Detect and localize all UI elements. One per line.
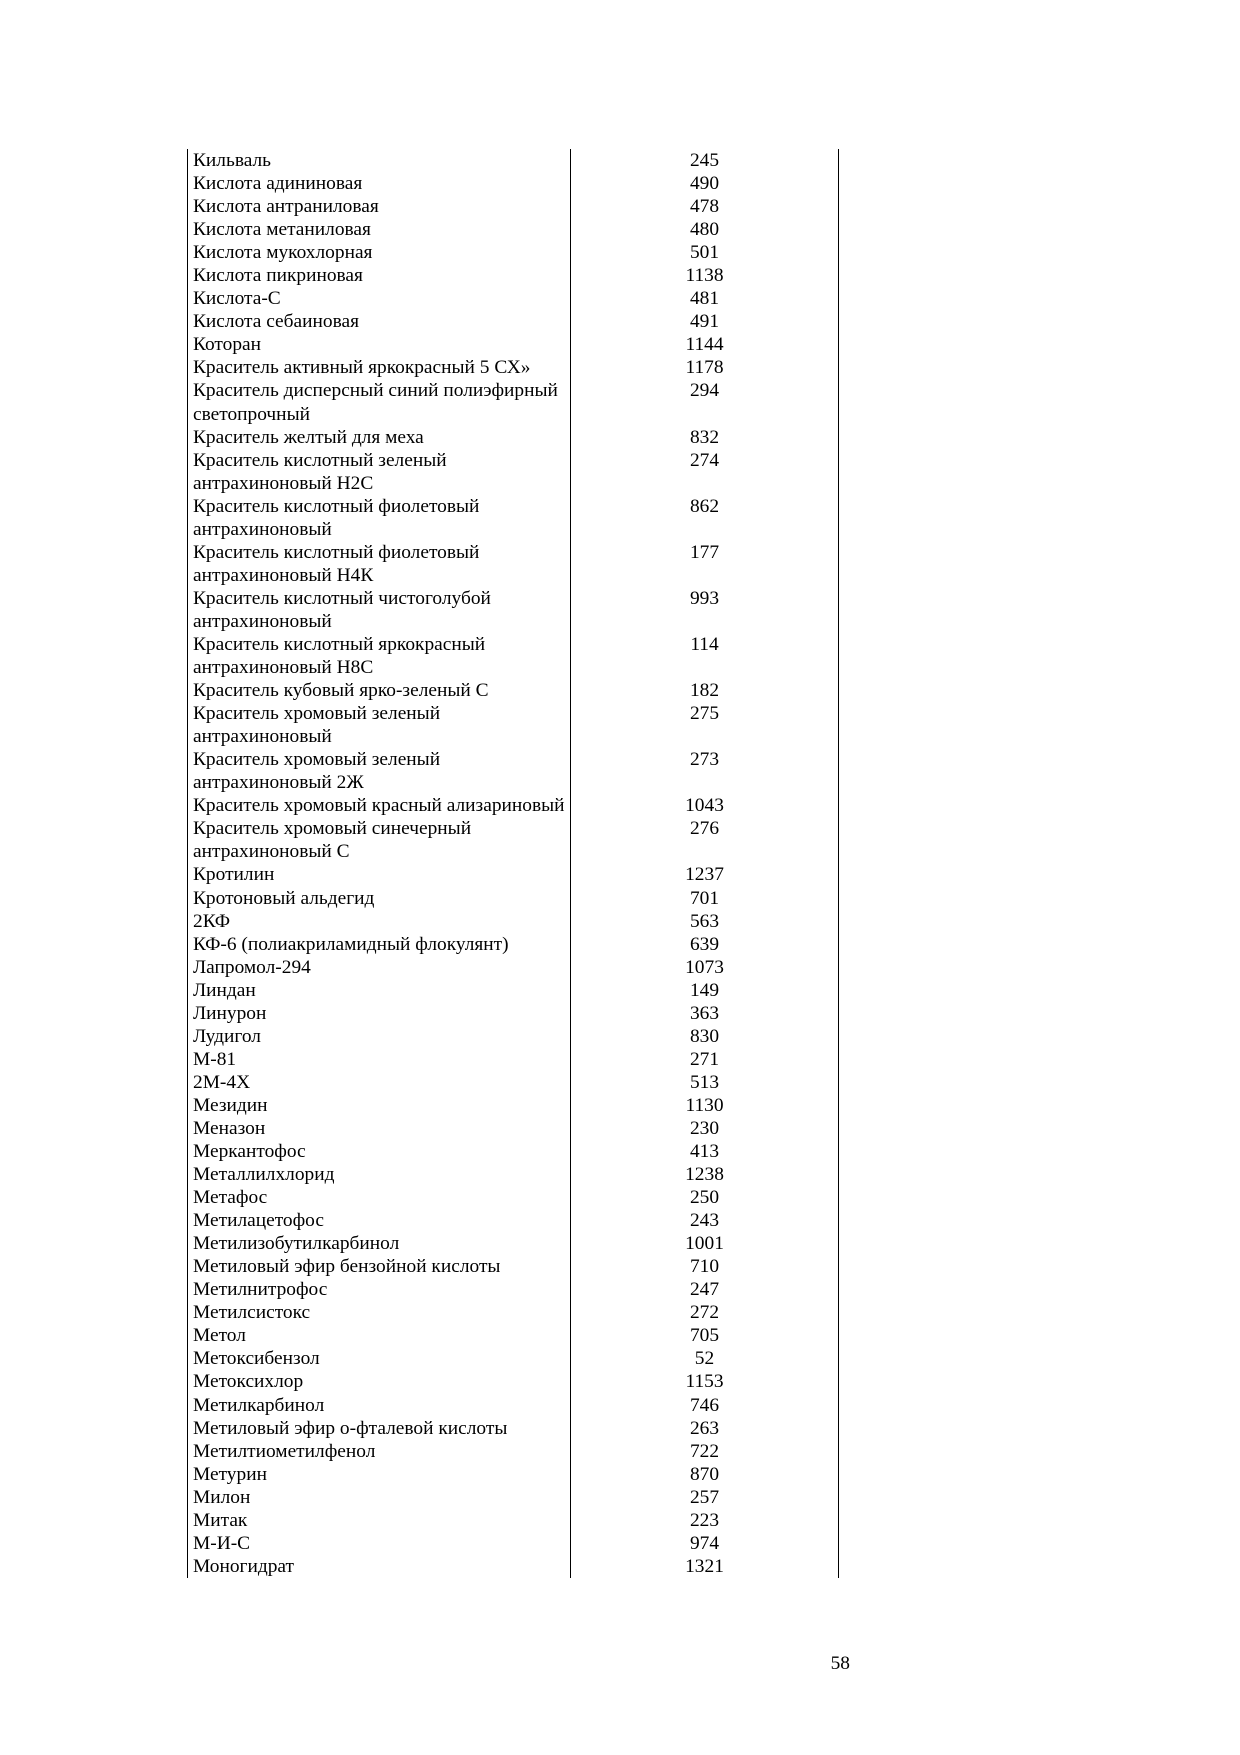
- table-row: [188, 379, 838, 425]
- entry-page: 480: [689, 219, 720, 241]
- page-number: 58: [830, 1653, 850, 1674]
- entry-name: Меназон: [188, 1117, 571, 1140]
- entry-page: 245: [689, 150, 720, 171]
- table-row: [188, 1555, 838, 1578]
- table-row: [188, 1163, 838, 1186]
- table-row: [188, 1509, 838, 1532]
- entry-page: 294: [689, 380, 720, 402]
- table-row: [188, 1324, 838, 1347]
- table-row: [188, 1463, 838, 1486]
- entry-name: Метиловый эфир бензойной кислоты: [188, 1255, 571, 1278]
- table-row: [188, 1025, 838, 1048]
- entry-page: 271: [689, 1048, 720, 1070]
- table-row: [188, 979, 838, 1002]
- entry-page: 1001: [685, 1233, 724, 1255]
- entry-page: 114: [690, 633, 719, 655]
- table-row: [188, 1140, 838, 1163]
- entry-page: 1138: [685, 265, 724, 287]
- entry-page: 257: [689, 1486, 720, 1508]
- entry-name: Краситель хромовый красный ализариновый: [188, 794, 571, 817]
- entry-name: 2КФ: [188, 910, 571, 933]
- entry-name: Метилизобутилкарбинол: [188, 1232, 571, 1255]
- table-row: [188, 1209, 838, 1232]
- entry-page: 993: [689, 587, 720, 609]
- entry-page: 830: [689, 1025, 720, 1047]
- entry-page: 501: [689, 242, 720, 264]
- entry-name: Краситель кислотный чистоголубой антрахиноновый: [188, 587, 571, 633]
- table-row: [188, 748, 838, 794]
- table-row: [188, 172, 838, 195]
- table-row: [188, 702, 838, 748]
- entry-page: 974: [689, 1532, 720, 1554]
- entry-name: Метурин: [188, 1463, 571, 1486]
- table-row: [188, 195, 838, 218]
- entry-name: Меркантофос: [188, 1140, 571, 1163]
- entry-page: 862: [689, 495, 720, 517]
- entry-name: Краситель активный яркокрасный 5 СХ»: [188, 356, 571, 379]
- entry-name: КФ-6 (полиакриламидный флокулянт): [188, 933, 571, 956]
- entry-name: Линурон: [188, 1002, 571, 1025]
- entry-page: 639: [689, 933, 720, 955]
- entry-name: Краситель кислотный яркокрасный антрахиноновый Н8С: [188, 633, 571, 679]
- entry-page: 52: [694, 1348, 715, 1370]
- entry-page: 710: [689, 1256, 720, 1278]
- entry-page: 1178: [685, 357, 724, 379]
- entry-page: 182: [689, 680, 720, 702]
- entry-page: 490: [689, 173, 720, 195]
- entry-name: Кротоновый альдегид: [188, 887, 571, 910]
- entry-name: Краситель хромовый зеленый антрахиноновый 2Ж: [188, 748, 571, 794]
- entry-name: Кислота пикриновая: [188, 264, 571, 287]
- entry-page: 746: [689, 1394, 720, 1416]
- entry-page: 1130: [685, 1094, 724, 1116]
- entry-name: Кильваль: [188, 149, 571, 172]
- table-row: [188, 933, 838, 956]
- entry-page: 273: [689, 749, 720, 771]
- table-row: [188, 1094, 838, 1117]
- entry-name: М-81: [188, 1048, 571, 1071]
- entry-name: Метилнитрофос: [188, 1278, 571, 1301]
- table-row: [188, 1301, 838, 1324]
- table-row: [188, 1532, 838, 1555]
- table-row: [188, 541, 838, 587]
- entry-page: 870: [689, 1463, 720, 1485]
- entry-page: 223: [689, 1509, 720, 1531]
- entry-name: Металлилхлорид: [188, 1163, 571, 1186]
- table-row: [188, 587, 838, 633]
- entry-page: 275: [689, 703, 720, 725]
- table-row: [188, 287, 838, 310]
- entry-name: Краситель желтый для меха: [188, 426, 571, 449]
- entry-page: 1237: [685, 864, 724, 886]
- table-row: [188, 241, 838, 264]
- entry-page: 263: [689, 1417, 720, 1439]
- entry-name: Моногидрат: [188, 1555, 571, 1578]
- entry-name: Метилкарбинол: [188, 1394, 571, 1417]
- entry-page: 705: [689, 1325, 720, 1347]
- table-row: [188, 1255, 838, 1278]
- entry-name: Краситель дисперсный синий полиэфирный светопрочный: [188, 379, 571, 425]
- table-row: [188, 495, 838, 541]
- table-row: [188, 1071, 838, 1094]
- entry-name: Лапромол-294: [188, 956, 571, 979]
- entry-name: Мезидин: [188, 1094, 571, 1117]
- table-row: [188, 817, 838, 863]
- entry-name: Метафос: [188, 1186, 571, 1209]
- entry-page: 250: [689, 1187, 720, 1209]
- entry-name: Краситель кислотный фиолетовый антрахиноновый: [188, 495, 571, 541]
- entry-name: Метилацетофос: [188, 1209, 571, 1232]
- table-row: [188, 1394, 838, 1417]
- table-row: [188, 1117, 838, 1140]
- entry-page: 272: [689, 1302, 720, 1324]
- table-row: [188, 1278, 838, 1301]
- entry-name: 2М-4Х: [188, 1071, 571, 1094]
- entry-name: Краситель хромовый синечерный антрахиноновый С: [188, 817, 571, 863]
- table-row: [188, 1002, 838, 1025]
- entry-page: 1144: [685, 334, 724, 356]
- entry-page: 1321: [685, 1555, 724, 1577]
- entry-page: 701: [689, 887, 720, 909]
- entry-name: М-И-С: [188, 1532, 571, 1555]
- entry-name: Кислота себаиновая: [188, 310, 571, 333]
- entry-page: 491: [689, 311, 720, 333]
- table-row: [188, 1486, 838, 1509]
- table-row: [188, 1048, 838, 1071]
- table-row: [188, 264, 838, 287]
- entry-page: 243: [689, 1210, 720, 1232]
- entry-name: Метол: [188, 1324, 571, 1347]
- entry-name: Лудигол: [188, 1025, 571, 1048]
- table-row: [188, 310, 838, 333]
- table-row: [188, 679, 838, 702]
- entry-name: Краситель кислотный фиолетовый антрахиноновый Н4К: [188, 541, 571, 587]
- entry-name: Милон: [188, 1486, 571, 1509]
- index-table: [187, 149, 839, 1578]
- entry-page: 1238: [685, 1164, 724, 1186]
- entry-name: Метоксибензол: [188, 1347, 571, 1370]
- table-row: [188, 633, 838, 679]
- entry-name: Митак: [188, 1509, 571, 1532]
- entry-page: 413: [689, 1141, 720, 1163]
- entry-page: 177: [689, 541, 720, 563]
- entry-name: Метилтиометилфенол: [188, 1440, 571, 1463]
- entry-page: 274: [689, 449, 720, 471]
- entry-page: 1073: [685, 956, 724, 978]
- table-row: [188, 426, 838, 449]
- entry-page: 230: [689, 1117, 720, 1139]
- table-row: [188, 449, 838, 495]
- entry-name: Которан: [188, 333, 571, 356]
- entry-page: 1153: [685, 1371, 724, 1393]
- entry-name: Кислота мукохлорная: [188, 241, 571, 264]
- entry-name: Кислота метаниловая: [188, 218, 571, 241]
- entry-name: Кислота антраниловая: [188, 195, 571, 218]
- table-row: [188, 218, 838, 241]
- entry-name: Кротилин: [188, 863, 571, 886]
- entry-page: 832: [689, 426, 720, 448]
- entry-name: Кислота адининовая: [188, 172, 571, 195]
- table-row: [188, 356, 838, 379]
- entry-name: Краситель кубовый ярко-зеленый С: [188, 679, 571, 702]
- entry-page: 1043: [685, 795, 724, 817]
- table-row: [188, 1232, 838, 1255]
- table-row: [188, 333, 838, 356]
- entry-name: Метиловый эфир о-фталевой кислоты: [188, 1417, 571, 1440]
- table-row: [188, 794, 838, 817]
- entry-page: 363: [689, 1002, 720, 1024]
- entry-page: 563: [689, 910, 720, 932]
- entry-page: 276: [689, 818, 720, 840]
- entry-page: 513: [689, 1071, 720, 1093]
- table-row: [188, 863, 838, 886]
- table-row: [188, 1417, 838, 1440]
- entry-name: Метилсистокс: [188, 1301, 571, 1324]
- entry-name: Краситель хромовый зеленый антрахиноновый: [188, 702, 571, 748]
- entry-page: 149: [689, 979, 720, 1001]
- entry-page: 247: [689, 1279, 720, 1301]
- entry-page: 481: [689, 288, 720, 310]
- table-row: [188, 1347, 838, 1370]
- entry-name: Краситель кислотный зеленый антрахиноновый Н2С: [188, 449, 571, 495]
- entry-name: Кислота-С: [188, 287, 571, 310]
- entry-page: 478: [689, 196, 720, 218]
- table-row: [188, 910, 838, 933]
- entry-name: Метоксихлор: [188, 1370, 571, 1393]
- table-row: [188, 149, 838, 172]
- table-row: [188, 1186, 838, 1209]
- entry-page: 722: [689, 1440, 720, 1462]
- table-row: [188, 1440, 838, 1463]
- table-row: [188, 956, 838, 979]
- table-row: [188, 1370, 838, 1393]
- table-row: [188, 887, 838, 910]
- entry-name: Линдан: [188, 979, 571, 1002]
